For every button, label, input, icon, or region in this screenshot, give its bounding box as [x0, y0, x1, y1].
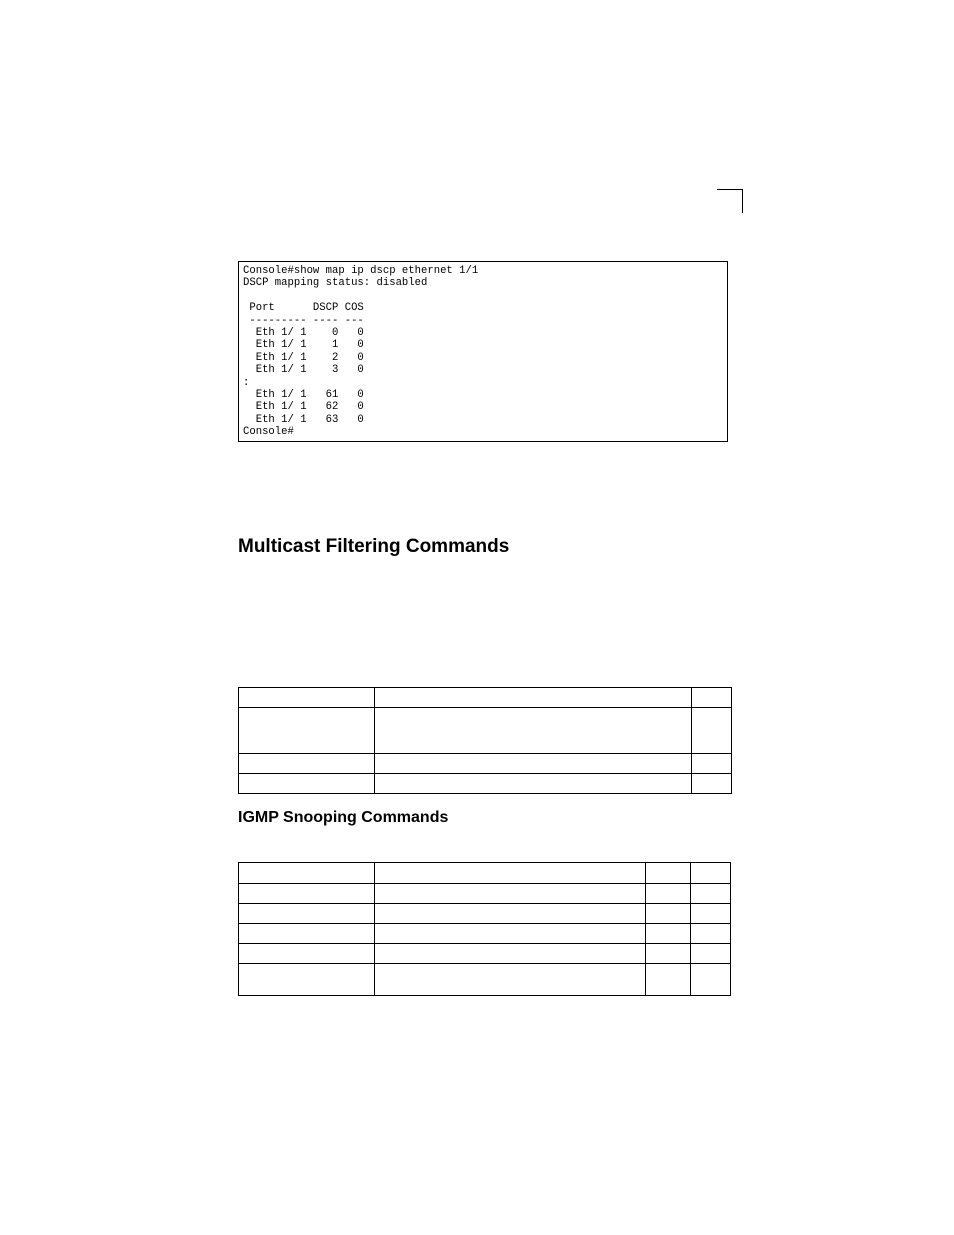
table-cell [646, 884, 691, 904]
multicast-filtering-table [238, 687, 732, 794]
table-header-cell [239, 863, 375, 884]
table-cell [691, 904, 731, 924]
table-cell [646, 944, 691, 964]
table-cell [239, 708, 375, 754]
table-cell [239, 924, 375, 944]
table-cell [692, 754, 732, 774]
table-header-cell [691, 863, 731, 884]
table-cell [239, 904, 375, 924]
table-cell [691, 944, 731, 964]
console-example-box [238, 261, 728, 442]
table-cell [691, 884, 731, 904]
table-cell [375, 884, 646, 904]
table-cell [646, 904, 691, 924]
table-cell [375, 964, 646, 996]
table-cell [239, 754, 375, 774]
table-cell [691, 964, 731, 996]
table-cell [375, 754, 692, 774]
section-heading: Multicast Filtering Commands [238, 536, 510, 557]
table-cell [691, 924, 731, 944]
table-row [239, 944, 731, 964]
table-header-row [239, 863, 731, 884]
table-cell [375, 774, 692, 794]
table-row [239, 754, 732, 774]
table-header-cell [375, 863, 646, 884]
table-row [239, 708, 732, 754]
table-cell [239, 944, 375, 964]
table-row [239, 774, 732, 794]
table-cell [375, 708, 692, 754]
table-cell [239, 884, 375, 904]
table-cell [239, 964, 375, 996]
crop-mark-horizontal [717, 189, 743, 190]
table-row [239, 964, 731, 996]
table-cell [646, 964, 691, 996]
table-header-row [239, 688, 732, 708]
table-header-cell [692, 688, 732, 708]
table-row [239, 884, 731, 904]
table-cell [692, 708, 732, 754]
table-cell [239, 774, 375, 794]
table-cell [646, 924, 691, 944]
table-row [239, 904, 731, 924]
table-cell [692, 774, 732, 794]
crop-mark-vertical [742, 189, 743, 213]
table-cell [375, 944, 646, 964]
subsection-heading: IGMP Snooping Commands [238, 809, 449, 826]
console-output: Console#show map ip dscp ethernet 1/1 DSCP mapping status: disabled Port DSCP COS --------- ---- --- Eth 1/ 1 0 0 Eth 1/ 1 1 0 Eth 1/ 1 2 0 Eth 1/ 1 3 0 : Eth 1/ 1 61 0 Eth 1/ 1 62 0 Eth 1/ 1 63 0 Console# [243, 265, 479, 439]
table-header-cell [375, 688, 692, 708]
table-header-cell [239, 688, 375, 708]
table-cell [375, 904, 646, 924]
table-row [239, 924, 731, 944]
table-cell [375, 924, 646, 944]
table-header-cell [646, 863, 691, 884]
igmp-snooping-table [238, 862, 731, 996]
